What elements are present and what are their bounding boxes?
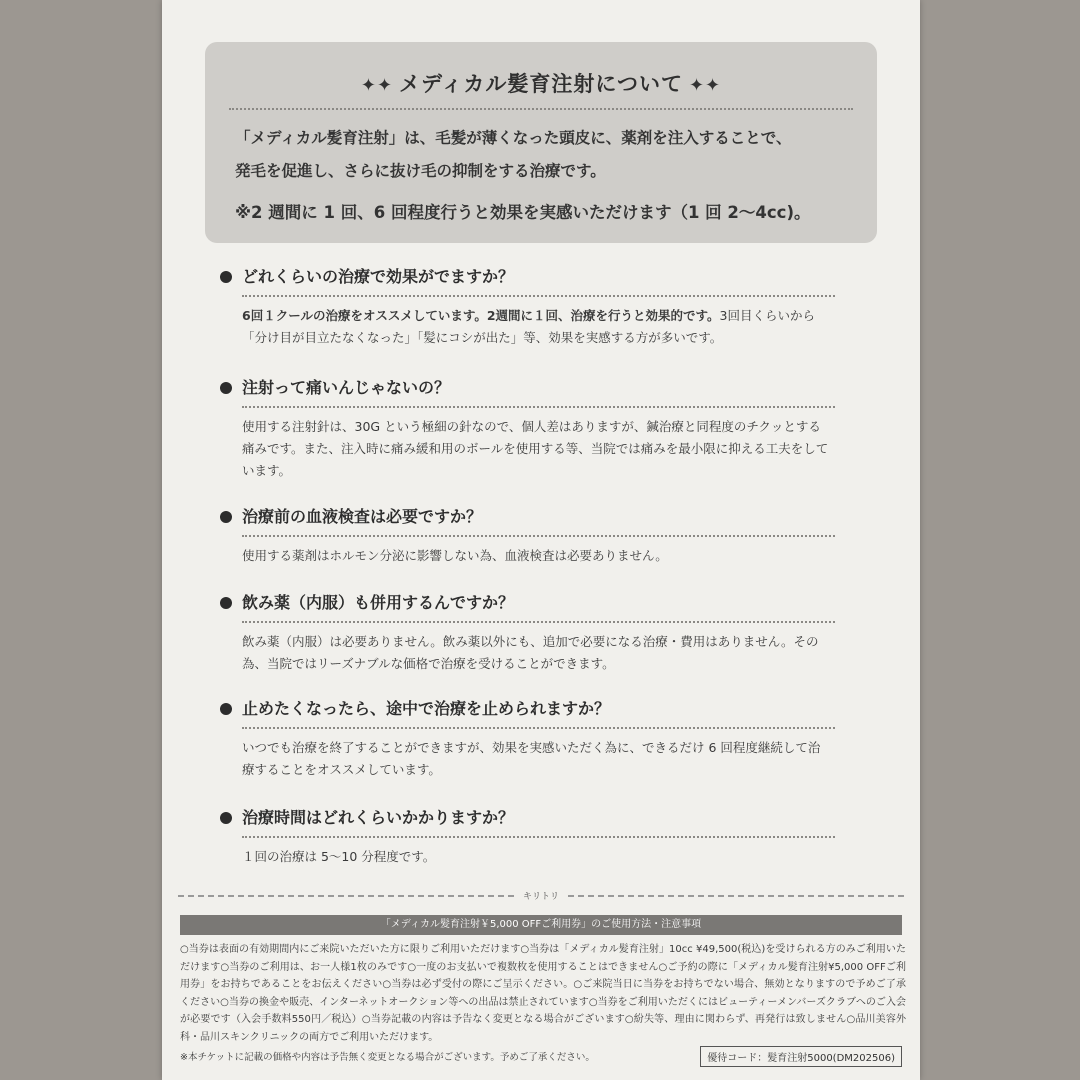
document-page (162, 0, 920, 1080)
cut-label-text: キリトリ (517, 892, 565, 902)
intro-body-line: 発毛を促進し、さらに抜け毛の抑制をする治療です。 (235, 162, 606, 180)
intro-note: ※2 週間に 1 回、6 回程度行うと効果を実感いただけます（1 回 2〜4cc)。 (235, 203, 811, 222)
faq-item (220, 505, 835, 567)
divider (242, 836, 835, 838)
faq-question-text: どれくらいの治療で効果がでますか？ (242, 267, 515, 286)
cut-label (162, 889, 920, 902)
faq-item (220, 591, 835, 675)
faq-answer: １回の治療は 5〜10 分程度です。 (242, 849, 436, 864)
bullet-icon (220, 271, 232, 283)
divider (242, 295, 835, 297)
divider (242, 727, 835, 729)
faq-answer: 飲み薬（内服）は必要ありません。飲み薬以外にも、追加で必要になる治療・費用はありません。その為、当院ではリーズナブルな価格で治療を受けることができます。 (242, 634, 819, 671)
faq-question-text: 注射って痛いんじゃないの？ (242, 378, 451, 397)
faq-answer (242, 305, 835, 349)
faq-answer: 使用する薬剤はホルモン分泌に影響しない為、血液検査は必要ありません。 (242, 548, 668, 563)
divider (229, 108, 853, 110)
bullet-icon (220, 382, 232, 394)
faq-question-text: 飲み薬（内服）も併用するんですか？ (242, 593, 515, 612)
faq-question (220, 806, 835, 830)
bullet-icon (220, 703, 232, 715)
divider (242, 621, 835, 623)
bullet-icon (220, 597, 232, 609)
faq-question (220, 505, 835, 529)
faq-answer: いつでも治療を終了することができますが、効果を実感いただく為に、できるだけ 6 回程度継続して治療することをオススメしています。 (242, 740, 821, 777)
intro-title-text: メディカル髪育注射について (399, 72, 683, 96)
coupon-title: 「メディカル髪育注射￥5,000 OFFご利用券」のご使用方法・注意事項 (180, 915, 902, 935)
faq-question (220, 376, 835, 400)
faq-answer: 使用する注射針は、30G という極細の針なので、個人差はありますが、鍼治療と同程度のチクッとする痛みです。また、注入時に痛み緩和用のボールを使用する等、当院では痛みを最小限に抑える工夫をしています。 (242, 419, 829, 478)
bullet-icon (220, 812, 232, 824)
coupon-code: 優待コード：髪育注射5000(DM202506) (700, 1046, 902, 1067)
intro-title (205, 68, 877, 98)
faq-question-text: 治療時間はどれくらいかかりますか？ (242, 808, 515, 827)
faq-question (220, 697, 835, 721)
faq-item (220, 376, 835, 482)
faq-item (220, 806, 835, 868)
faq-answer-text: 3回目くらいから「分け目が目立たなくなった」「髪にコシが出た」等、効果を実感する方が多いです。 (242, 308, 815, 345)
divider (242, 406, 835, 408)
faq-item (220, 265, 835, 349)
faq-question-text: 治療前の血液検査は必要ですか？ (242, 507, 483, 526)
sparkle-icon: ✦✦ (360, 75, 394, 96)
faq-question (220, 591, 835, 615)
coupon-footer: ※本チケットに記載の価格や内容は予告無く変更となる場合がございます。予めご了承ください。 (180, 1052, 595, 1063)
intro-body (235, 122, 857, 188)
divider (242, 535, 835, 537)
faq-answer-emphasis: 6回１クールの治療をオススメしています。2週間に１回、治療を行うと効果的です。 (242, 308, 720, 323)
intro-box (205, 42, 877, 243)
faq-question (220, 265, 835, 289)
intro-body-line: 「メディカル髪育注射」は、毛髪が薄くなった頭皮に、薬剤を注入することで、 (235, 129, 792, 147)
sparkle-icon: ✦✦ (688, 75, 722, 96)
faq-item (220, 697, 835, 781)
bullet-icon (220, 511, 232, 523)
coupon-terms: ○当券は表面の有効期間内にご来院いただいた方に限りご利用いただけます○当券は「メディカル髪育注射」10cc ¥49,500(税込)を受けられる方のみご利用いただけます○当券のご利用は、お一人様1枚のみです○一度のお支払いで複数枚を使用することはできません○ご予約の際に「メディカル髪育注射¥5,000 OFFご利用券」をお持ちであることをお伝えください○当券は必ず受付の際にご呈示ください。○ご来院当日に当券をお持ちでない場合、無効となりますので予めご了承ください○当券の換金や販売、インターネットオークション等への出品は禁止されています○当券をご利用いただくにはビューティーメンバーズクラブへのご入会が必要です（入会手数料550円／税込）○当券記載の内容は予告なく変更となる場合がございます○紛失等、理由に関わらず、再発行は致しません○品川美容外科・品川スキンクリニックの両方でご利用いただけます。 (180, 944, 906, 1043)
faq-question-text: 止めたくなったら、途中で治療を止められますか？ (242, 699, 611, 718)
